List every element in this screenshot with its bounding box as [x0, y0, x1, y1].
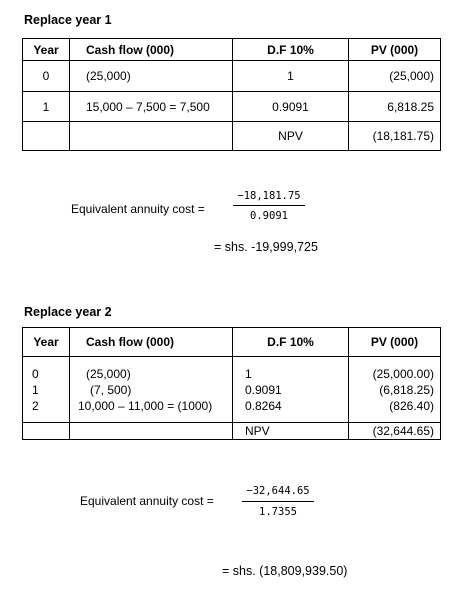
table-row [23, 61, 441, 92]
pv-cell: (25,000) [349, 61, 441, 92]
replace-year1-table [22, 38, 441, 151]
npv-row [23, 423, 441, 440]
result-text: = shs. (18,809,939.50) [222, 564, 348, 578]
dfs-cell [233, 357, 349, 423]
header-year: Year [23, 328, 70, 357]
df-value: 0.9091 [245, 382, 282, 397]
fraction-numerator: −32,644.65 [246, 485, 310, 497]
table-header-row [23, 39, 441, 61]
equivalent-annuity-label: Equivalent annuity cost = [80, 494, 214, 508]
df-cell: 1 [233, 61, 349, 92]
years-cell [23, 357, 70, 423]
data-rows-block [23, 357, 441, 423]
year-cell [23, 122, 70, 151]
cash-flow-value: (25,000) [86, 366, 131, 381]
pv-cell: 6,818.25 [349, 92, 441, 122]
df-cell: 0.9091 [233, 92, 349, 122]
pvs-cell [349, 357, 441, 423]
equivalent-annuity-label: Equivalent annuity cost = [71, 202, 205, 216]
section2-heading: Replace year 2 [24, 305, 112, 319]
npv-label: NPV [233, 423, 349, 440]
fraction-denominator: 1.7355 [259, 506, 297, 518]
cash-flow-value: 10,000 – 11,000 = (1000) [78, 398, 213, 413]
year-value: 0 [32, 366, 39, 381]
df-value: 1 [245, 366, 252, 381]
empty-cell [70, 423, 233, 440]
replace-year2-table [22, 327, 441, 440]
cash-flow-cell [70, 122, 233, 151]
fraction-bar [233, 205, 305, 206]
fraction-numerator: −18,181.75 [237, 190, 301, 202]
npv-label: NPV [233, 122, 349, 151]
table-header-row [23, 328, 441, 357]
header-df: D.F 10% [233, 39, 349, 61]
year-value: 1 [32, 382, 39, 397]
result-text: = shs. -19,999,725 [214, 240, 318, 254]
fraction-denominator: 0.9091 [250, 210, 288, 222]
section1-heading: Replace year 1 [24, 13, 112, 27]
table-row [23, 92, 441, 122]
header-pv: PV (000) [349, 328, 441, 357]
pv-value: (25,000.00) [372, 366, 434, 381]
npv-value: (18,181.75) [349, 122, 441, 151]
header-cash-flow: Cash flow (000) [70, 39, 233, 61]
header-pv: PV (000) [349, 39, 441, 61]
npv-row [23, 122, 441, 151]
fraction-bar [242, 501, 314, 502]
year-cell: 0 [23, 61, 70, 92]
year-cell: 1 [23, 92, 70, 122]
pv-value: (826.40) [389, 398, 434, 413]
header-cash-flow: Cash flow (000) [70, 328, 233, 357]
empty-cell [23, 423, 70, 440]
header-df: D.F 10% [233, 328, 349, 357]
header-year: Year [23, 39, 70, 61]
year-value: 2 [32, 398, 39, 413]
npv-value: (32,644.65) [349, 423, 441, 440]
df-value: 0.8264 [245, 398, 282, 413]
cash-flows-cell [70, 357, 233, 423]
cash-flow-value: (7, 500) [90, 382, 132, 397]
cash-flow-cell: 15,000 – 7,500 = 7,500 [70, 92, 233, 122]
pv-value: (6,818.25) [379, 382, 434, 397]
cash-flow-cell: (25,000) [70, 61, 233, 92]
